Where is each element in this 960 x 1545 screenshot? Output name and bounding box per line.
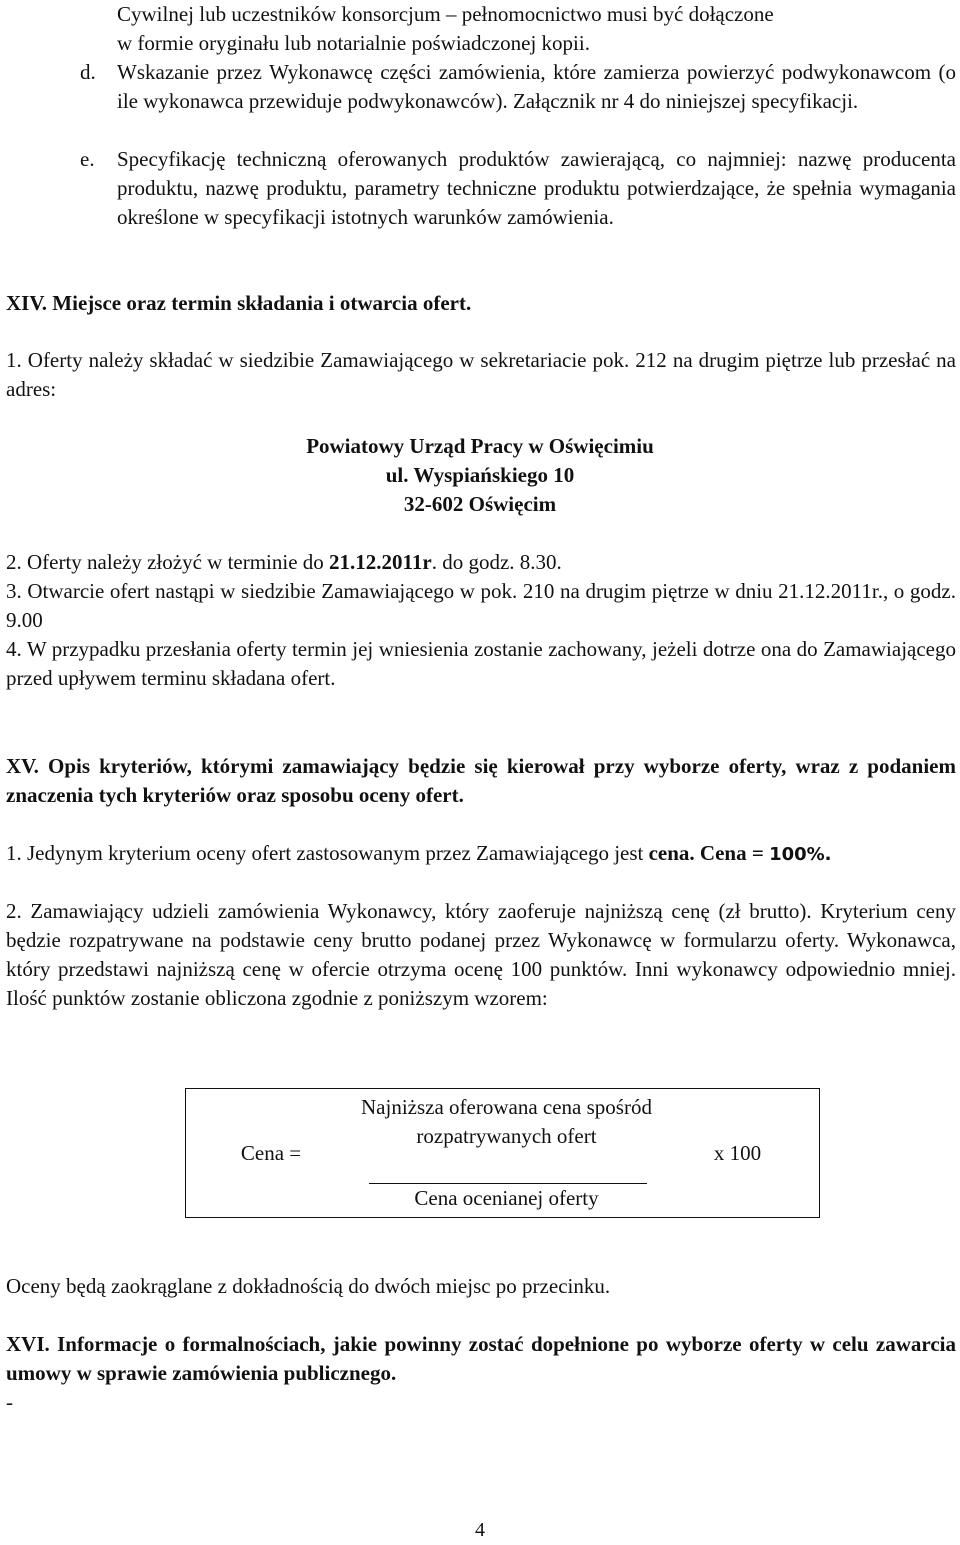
continuation-line-2: w formie oryginału lub notarialnie poświadczonej kopii. (117, 31, 590, 55)
list-item-label: d. (80, 60, 96, 84)
list-item-d (80, 58, 956, 116)
list-item-text: Wskazanie przez Wykonawcę części zamówienia, które zamierza powierzyć podwykonawcom (o ile wykonawca przewiduje podwykonawców). Załącznik nr 4 do niniejszej specyfikacji. (117, 60, 956, 113)
formula-denominator: Cena ocenianej oferty (414, 1186, 599, 1210)
criterion-bold: cena. Cena = (648, 841, 770, 865)
deadline-text: 2. Oferty należy złożyć w terminie do (6, 550, 330, 574)
criterion-text: 1. Jedynym kryterium oceny ofert zastosowanym przez Zamawiającego jest (6, 841, 649, 865)
formula-multiplier: x 100 (713, 1140, 762, 1165)
formula-left: Cena = (240, 1140, 302, 1165)
section-heading-xv: XV. Opis kryteriów, którymi zamawiający będzie się kierował przy wyborze oferty, wraz z podaniem znaczenia tych kryteriów oraz sposobu oceny ofert. (6, 754, 956, 807)
address-line-2: ul. Wyspiańskiego 10 (385, 463, 575, 487)
section-xvi-dash: - (6, 1390, 13, 1414)
formula-fraction (359, 1089, 654, 1217)
section-xiv-paragraph-3: 3. Otwarcie ofert nastąpi w siedzibie Zamawiającego w pok. 210 na drugim piętrze w dniu 21.12.2011r., o godz. 9.00 (6, 579, 956, 632)
formula-numerator: Najniższa oferowana cena spośród rozpatrywanych ofert (361, 1095, 652, 1148)
address-line-3: 32-602 Oświęcim (403, 492, 557, 516)
continuation-line-1: Cywilnej lub uczestników konsorcjum – pełnomocnictwo musi być dołączone (117, 2, 774, 26)
address-line-1: Powiatowy Urząd Pracy w Oświęcimiu (306, 434, 654, 458)
section-xiv-paragraph-4: 4. W przypadku przesłania oferty termin jej wniesienia zostanie zachowany, jeżeli dotrze ona do Zamawiającego przed upływem terminu składana ofert. (6, 637, 956, 690)
continuation-text (117, 0, 956, 58)
deadline-time: . do godz. 8.30. (431, 550, 562, 574)
criterion-percent: 100%. (769, 844, 832, 865)
list-item-text: Specyfikację techniczną oferowanych produktów zawierającą, co najmniej: nazwę producenta produktu, nazwę produktu, parametry techniczne produktu potwierdzające, że spełnia wymagania określone w specyfikacji istotnych warunków zamówienia. (117, 147, 956, 229)
rounding-note: Oceny będą zaokrąglane z dokładnością do dwóch miejsc po przecinku. (6, 1274, 611, 1298)
section-xv-paragraph-1 (6, 839, 956, 869)
list-item-e (80, 145, 956, 232)
section-xiv-paragraph-2 (6, 548, 956, 577)
section-xiv-paragraph-1: 1. Oferty należy składać w siedzibie Zamawiającego w sekretariacie pok. 212 na drugim piętrze lub przesłać na adres: (6, 348, 956, 401)
deadline-date: 21.12.2011r (329, 550, 432, 574)
page-number: 4 (475, 1519, 485, 1541)
list-item-label: e. (80, 147, 95, 171)
section-heading-xiv: XIV. Miejsce oraz termin składania i otwarcia ofert. (6, 291, 472, 315)
section-heading-xvi: XVI. Informacje o formalnościach, jakie powinny zostać dopełnione po wyborze oferty w celu zawarcia umowy w sprawie zamówienia publicznego. (6, 1332, 956, 1385)
section-xv-paragraph-2: 2. Zamawiający udzieli zamówienia Wykonawcy, który zaoferuje najniższą cenę (zł brutto). Kryterium ceny będzie rozpatrywane na podstawie ceny brutto podanej przez Wykonawcę w formularzu oferty. Wykonawca, który przedstawi najniższą cenę w ofercie otrzyma ocenę 100 punktów. Inni wykonawcy odpowiednio mniej. Ilość punktów zostanie obliczona zgodnie z poniższym wzorem: (6, 899, 956, 1010)
scoring-formula (185, 1088, 820, 1218)
